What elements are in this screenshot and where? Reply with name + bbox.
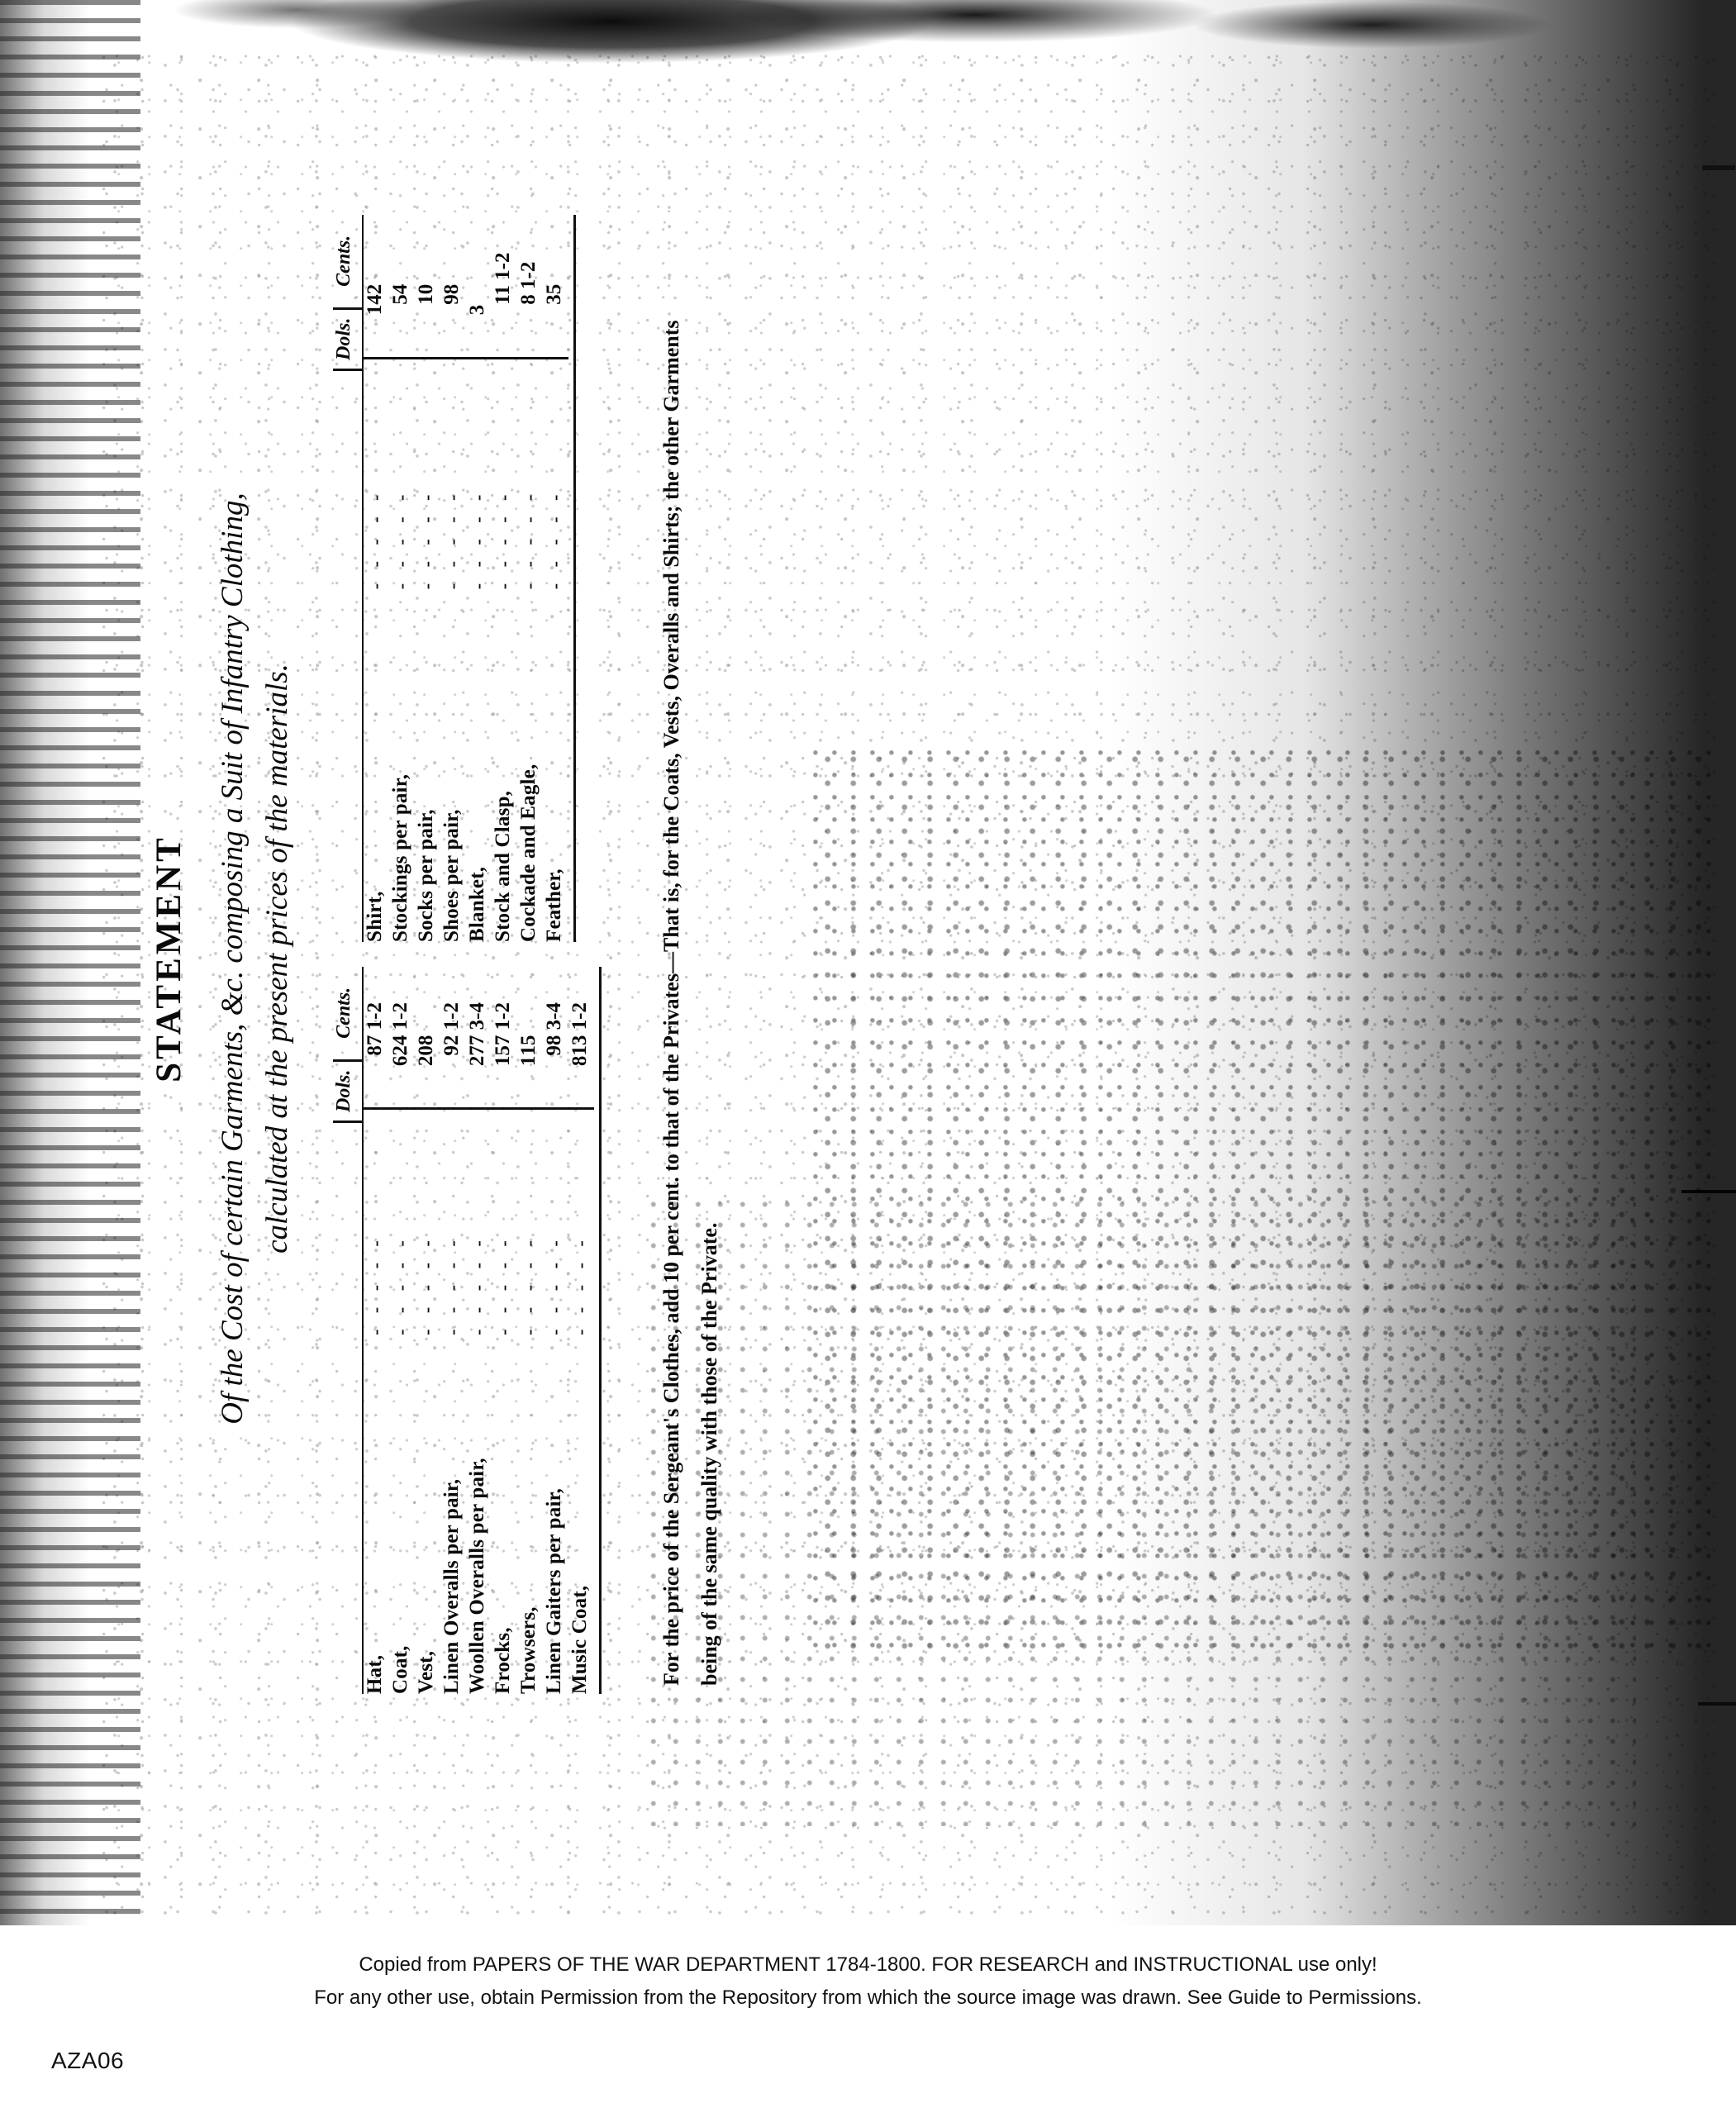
row-item: Linen Gaiters per pair, [543, 1487, 565, 1694]
row-item: Hat, [364, 1654, 386, 1694]
row-cents: 54 [389, 283, 411, 305]
row-leader: - - - - - [391, 488, 411, 590]
row-item: Linen Overalls per pair, [440, 1478, 463, 1694]
table-row [492, 967, 517, 1694]
row-cents: 92 1-2 [440, 1002, 463, 1056]
row-leader: - - - - - [365, 1235, 386, 1335]
table-row [517, 215, 543, 942]
row-dols: 1 [492, 1056, 517, 1109]
row-leader: - - - - - [468, 488, 488, 590]
row-dols [543, 1056, 568, 1109]
row-leader: - - - - - [416, 1235, 437, 1335]
header-cents-right: Cents. [333, 215, 362, 308]
row-dols [440, 1056, 466, 1109]
row-leader: - - - - - [570, 1235, 591, 1335]
page-subtitle: Of the Cost of certain Garments, &c. composing a Suit of Infantry Clothing, calculated at the present prices of the materials. [216, 492, 294, 1425]
row-leader: - - - - - [545, 1235, 565, 1335]
note-paragraph: For the price of the Sergeant's Clothes, add 10 per cent. to that of the Privates—That is, for the Coats, Vests, Overalls and Shirts; the other Garments being of the same quality with those of the Private. [659, 320, 721, 1686]
row-dols: 1 [517, 1056, 543, 1109]
row-cents: 8 1-2 [517, 261, 540, 305]
table-row [466, 215, 492, 942]
row-cents: 98 3-4 [543, 1002, 565, 1056]
table-row [415, 967, 440, 1694]
row-leader: - - - - - [391, 1235, 411, 1335]
row-dols [364, 1056, 389, 1109]
row-cents: 13 1-2 [568, 1002, 591, 1056]
row-leader: - - - - - [416, 488, 437, 590]
cost-table-right-column [333, 215, 602, 942]
table-header-row [333, 967, 362, 1694]
row-leader: - - - - - [442, 1235, 463, 1335]
row-cents: 57 1-2 [492, 1002, 514, 1056]
table-row [415, 215, 440, 942]
row-leader: - - - - - [493, 1235, 514, 1335]
row-item: Stock and Clasp, [492, 790, 514, 942]
row-cents: 42 [364, 283, 386, 305]
scan-scratch [1698, 1702, 1736, 1706]
row-leader: - - - - - [493, 488, 514, 590]
row-leader: - - - - - [468, 1235, 488, 1335]
row-dols: 8 [568, 1056, 594, 1109]
repository-footer [0, 1948, 1736, 2015]
table-row [517, 967, 543, 1694]
header-cents-left: Cents. [333, 967, 362, 1060]
row-cents: 77 3-4 [466, 1002, 488, 1056]
row-item: Trowsers, [517, 1606, 540, 1694]
row-dols [517, 305, 543, 359]
row-leader: - - - - - [365, 488, 386, 590]
scan-scratch [1702, 165, 1735, 170]
cost-table-left-column [333, 967, 602, 1694]
footer-line-1: Copied from PAPERS OF THE WAR DEPARTMENT 1784-1800. FOR RESEARCH and INSTRUCTIONAL use only! [359, 1953, 1377, 1976]
row-item: Feather, [543, 868, 565, 942]
row-item: Coat, [389, 1645, 411, 1694]
row-leader: - - - - - [519, 1235, 540, 1335]
table-row [364, 215, 389, 942]
row-cents: 98 [440, 283, 463, 305]
scan-scratch [1681, 1190, 1736, 1193]
table-header-row [333, 215, 362, 942]
row-item: Frocks, [492, 1627, 514, 1694]
page-title: STATEMENT [150, 835, 188, 1082]
row-leader: - - - - - [519, 488, 540, 590]
row-item: Shirt, [364, 891, 386, 942]
table-row [440, 967, 466, 1694]
row-cents: 24 1-2 [389, 1002, 411, 1056]
row-dols: 3 [466, 305, 492, 359]
footer-line-2: For any other use, obtain Permission from the Repository from which the source image was drawn. See Guide to Permissions. [314, 1986, 1422, 2009]
row-dols: 2 [415, 1056, 440, 1109]
row-dols: 2 [466, 1056, 492, 1109]
row-dols [389, 305, 415, 359]
row-cents: 08 [415, 1035, 437, 1056]
cost-table [333, 174, 602, 1744]
row-item: Woollen Overalls per pair, [466, 1458, 488, 1694]
row-dols: 1 [364, 305, 389, 359]
table-row [543, 967, 568, 1694]
row-item: Music Coat, [568, 1585, 591, 1694]
row-cents [466, 215, 492, 305]
row-dols [543, 305, 568, 359]
table-row [492, 215, 517, 942]
row-cents: 11 1-2 [492, 252, 514, 305]
table-row [568, 967, 594, 1694]
row-cents: 87 1-2 [364, 1002, 386, 1056]
table-row [364, 967, 389, 1694]
row-leader: - - - - - [442, 488, 463, 590]
document-body [149, 174, 1074, 1744]
accession-number: AZA06 [51, 2048, 125, 2073]
row-leader: - - - - - [545, 488, 565, 590]
table-row [440, 215, 466, 942]
row-cents: 15 [517, 1035, 540, 1056]
row-item: Vest, [415, 1650, 437, 1694]
row-item: Socks per pair, [415, 809, 437, 942]
row-item: Shoes per pair, [440, 809, 463, 942]
table-row [389, 215, 415, 942]
header-dols-right: Dols. [333, 308, 362, 369]
row-dols: 6 [389, 1056, 415, 1109]
row-item: Blanket, [466, 866, 488, 942]
header-dols-left: Dols. [333, 1060, 362, 1121]
row-item: Stockings per pair, [389, 773, 411, 942]
table-row [466, 967, 492, 1694]
row-cents: 10 [415, 283, 437, 305]
row-cents: 35 [543, 283, 565, 305]
row-dols [492, 305, 517, 359]
table-rule-right-bottom [573, 215, 576, 942]
table-row [543, 215, 568, 942]
table-rule-left-bottom [599, 967, 602, 1694]
row-dols [415, 305, 440, 359]
table-row [389, 967, 415, 1694]
row-item: Cockade and Eagle, [517, 764, 540, 942]
row-dols [440, 305, 466, 359]
